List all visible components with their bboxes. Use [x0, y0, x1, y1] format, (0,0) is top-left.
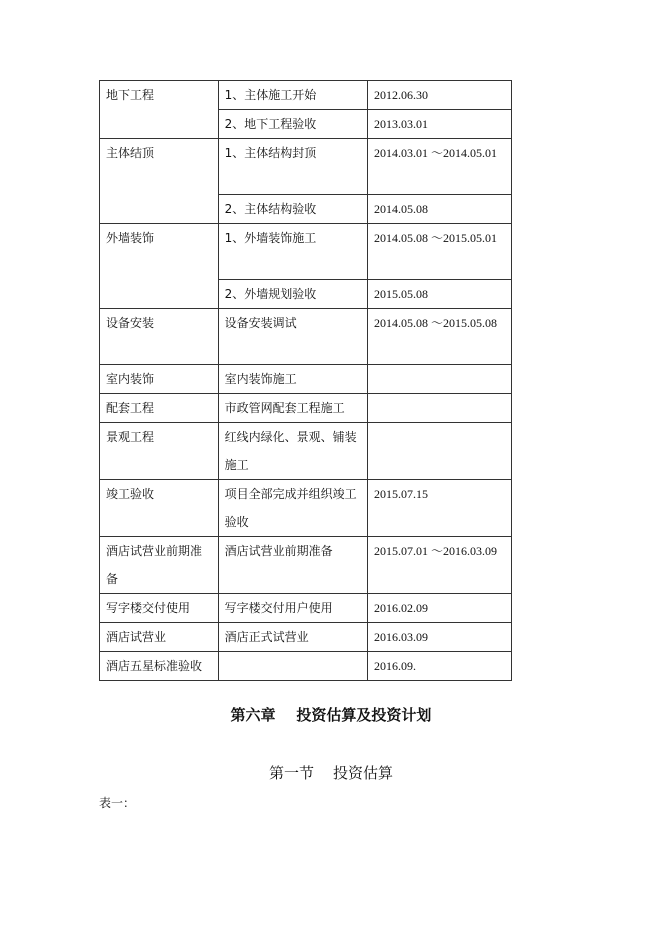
task-cell: 设备安装调试	[218, 309, 367, 365]
table-row	[100, 309, 512, 365]
table-label: 表一：	[99, 796, 136, 810]
date-cell	[368, 394, 512, 423]
stage-cell: 地下工程	[100, 81, 219, 139]
table-row	[100, 594, 512, 623]
date-cell: 2015.05.08	[368, 280, 512, 309]
table-row	[100, 81, 512, 110]
task-cell: 室内装饰施工	[218, 365, 367, 394]
task-cell: 红线内绿化、景观、铺装施工	[218, 423, 367, 480]
task-cell: 1、外墙装饰施工	[218, 224, 367, 280]
stage-cell: 酒店试营业	[100, 623, 219, 652]
stage-cell: 景观工程	[100, 423, 219, 480]
stage-cell: 竣工验收	[100, 480, 219, 537]
stage-cell: 酒店试营业前期准备	[100, 537, 219, 594]
table-row	[100, 537, 512, 594]
table-row	[100, 652, 512, 681]
stage-cell: 写字楼交付使用	[100, 594, 219, 623]
task-cell: 2、外墙规划验收	[218, 280, 367, 309]
table-row	[100, 394, 512, 423]
date-cell	[368, 365, 512, 394]
table-row	[100, 139, 512, 195]
table-row	[100, 224, 512, 280]
date-cell: 2014.05.08	[368, 195, 512, 224]
date-cell: 2013.03.01	[368, 110, 512, 139]
task-cell	[218, 652, 367, 681]
chapter-title: 第六章 投资估算及投资计划	[230, 706, 432, 724]
construction-schedule-table	[99, 80, 512, 681]
table-row	[100, 623, 512, 652]
stage-cell: 室内装饰	[100, 365, 219, 394]
date-cell: 2015.07.15	[368, 480, 512, 537]
date-cell: 2016.02.09	[368, 594, 512, 623]
date-cell: 2012.06.30	[368, 81, 512, 110]
stage-cell: 主体结顶	[100, 139, 219, 224]
table-row	[100, 480, 512, 537]
task-cell: 1、主体结构封顶	[218, 139, 367, 195]
date-cell: 2014.05.08 ～2015.05.01	[368, 224, 512, 280]
date-cell: 2016.03.09	[368, 623, 512, 652]
date-cell: 2014.03.01 ～2014.05.01	[368, 139, 512, 195]
task-cell: 2、主体结构验收	[218, 195, 367, 224]
date-cell: 2015.07.01 ～2016.03.09	[368, 537, 512, 594]
task-cell: 酒店试营业前期准备	[218, 537, 367, 594]
task-cell: 酒店正式试营业	[218, 623, 367, 652]
table-row	[100, 423, 512, 480]
task-cell: 写字楼交付用户使用	[218, 594, 367, 623]
date-cell: 2016.09.	[368, 652, 512, 681]
task-cell: 1、主体施工开始	[218, 81, 367, 110]
task-cell: 项目全部完成并组织竣工验收	[218, 480, 367, 537]
table-row	[100, 365, 512, 394]
date-cell	[368, 423, 512, 480]
date-cell: 2014.05.08 ～2015.05.08	[368, 309, 512, 365]
stage-cell: 设备安装	[100, 309, 219, 365]
stage-cell: 外墙装饰	[100, 224, 219, 309]
task-cell: 2、地下工程验收	[218, 110, 367, 139]
stage-cell: 酒店五星标准验收	[100, 652, 219, 681]
section-title: 第一节 投资估算	[268, 764, 394, 782]
task-cell: 市政管网配套工程施工	[218, 394, 367, 423]
stage-cell: 配套工程	[100, 394, 219, 423]
